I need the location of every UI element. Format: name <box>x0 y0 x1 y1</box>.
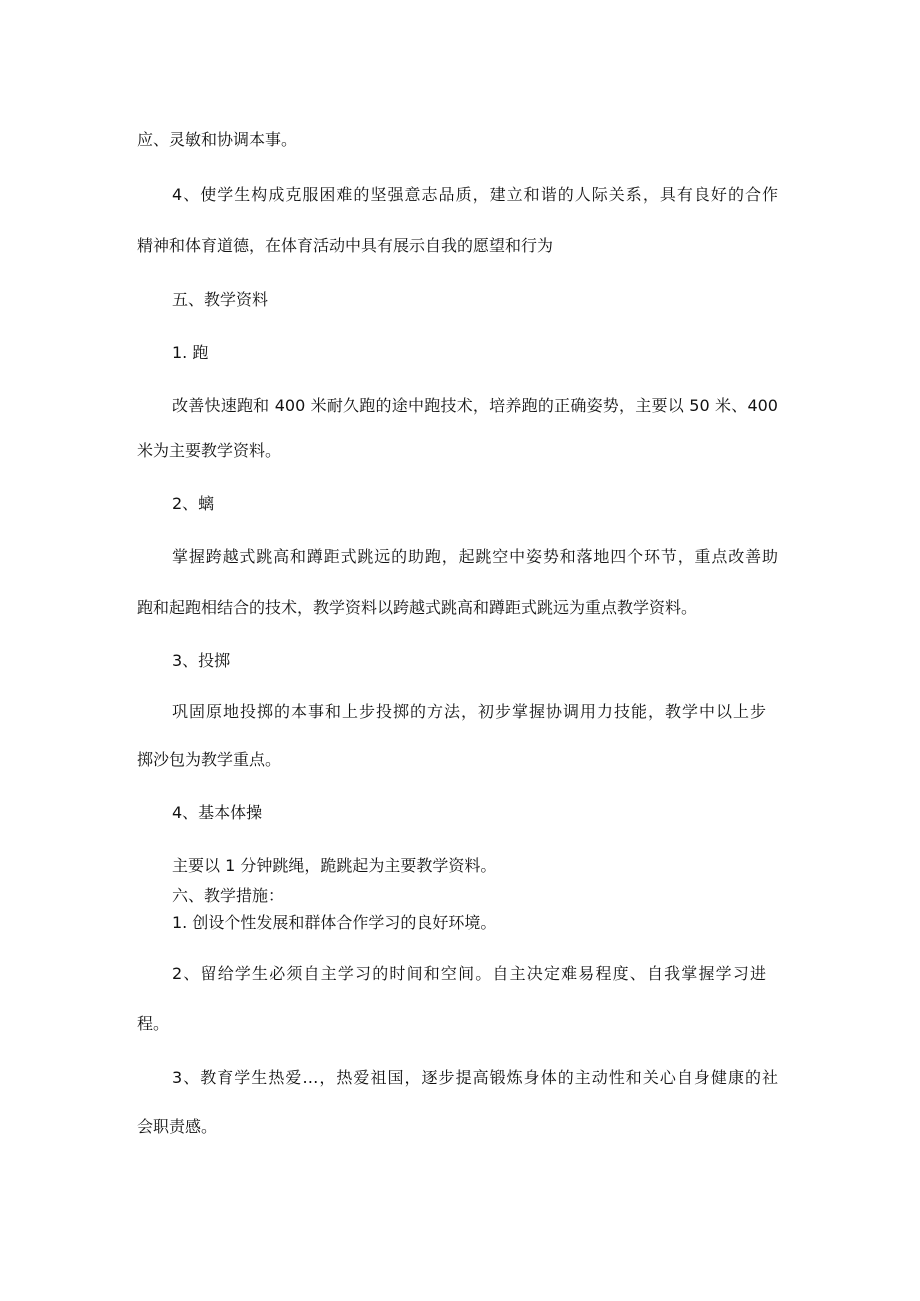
paragraph-line: 2、留给学生必须自主学习的时间和空间。自主决定难易程度、自我掌握学习进 <box>172 964 766 983</box>
paragraph-line: 巩固原地投掷的本事和上步投掷的方法，初步掌握协调用力技能，教学中以上步 <box>172 702 766 721</box>
paragraph-line: 会职责感。 <box>137 1117 218 1136</box>
subsection-heading: 4、基本体操 <box>172 803 263 822</box>
paragraph-line: 掷沙包为教学重点。 <box>137 750 282 769</box>
paragraph-line: 米为主要教学资料。 <box>137 441 282 460</box>
paragraph-line: 精神和体育道德，在体育活动中具有展示自我的愿望和行为 <box>137 236 554 255</box>
paragraph-line: 应、灵敏和协调本事。 <box>137 130 298 149</box>
paragraph-line: 3、教育学生热爱…，热爱祖国，逐步提高锻炼身体的主动性和关心自身健康的社 <box>172 1068 778 1087</box>
paragraph-line: 跑和起跑相结合的技术，教学资料以跨越式跳高和蹲距式跳远为重点教学资料。 <box>137 598 698 617</box>
paragraph-line: 改善快速跑和 400 米耐久跑的途中跑技术，培养跑的正确姿势，主要以 50 米、400 <box>172 396 778 415</box>
subsection-heading: 2、螭 <box>172 494 215 513</box>
paragraph-line: 程。 <box>137 1014 170 1033</box>
paragraph-line: 掌握跨越式跳高和蹲距式跳远的助跑，起跳空中姿势和落地四个环节，重点改善助 <box>172 547 778 566</box>
subsection-heading: 1. 跑 <box>172 343 209 362</box>
subsection-heading: 3、投掷 <box>172 651 231 670</box>
section-heading: 六、教学措施： <box>172 886 285 905</box>
paragraph-line: 1. 创设个性发展和群体合作学习的良好环境。 <box>172 913 497 932</box>
section-heading: 五、教学资料 <box>172 290 269 309</box>
paragraph-line: 4、使学生构成克服困难的坚强意志品质，建立和谐的人际关系，具有良好的合作 <box>172 185 778 204</box>
paragraph-line: 主要以 1 分钟跳绳，跪跳起为主要教学资料。 <box>172 856 497 875</box>
